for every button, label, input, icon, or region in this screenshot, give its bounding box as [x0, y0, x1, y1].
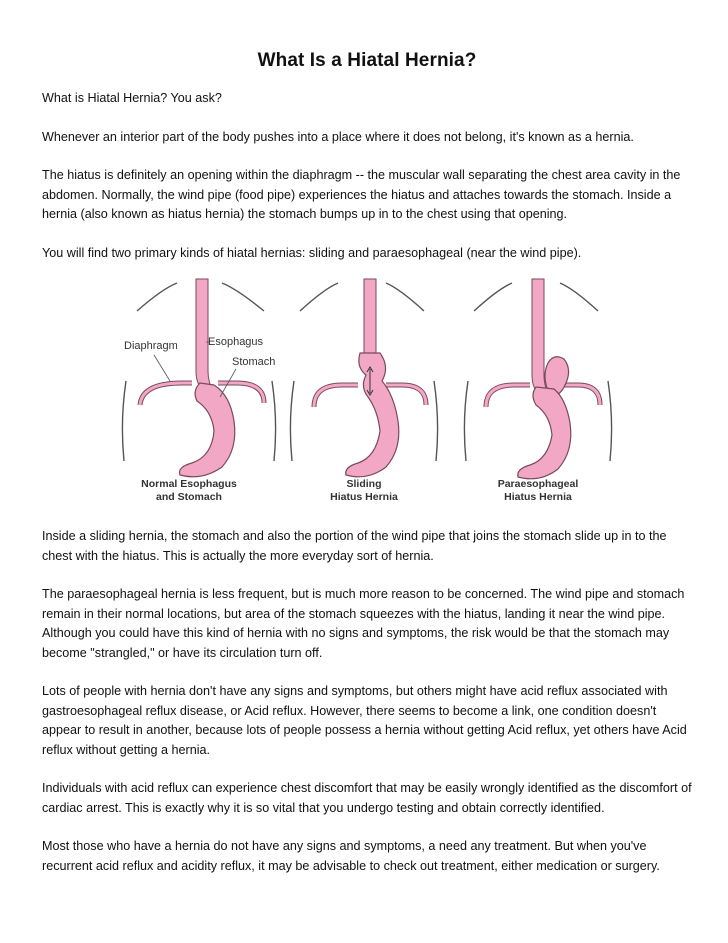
body-side-right — [434, 381, 438, 461]
panel-normal — [122, 279, 275, 503]
caption-normal-line2: and Stomach — [156, 491, 222, 503]
document-page — [42, 0, 692, 876]
body-outline-left — [300, 283, 338, 311]
body-side-right — [272, 381, 276, 461]
page-title: What Is a Hiatal Hernia? — [257, 50, 477, 71]
body-side-left — [290, 381, 294, 461]
diaphragm-left — [314, 385, 358, 407]
caption-sliding-line1: Sliding — [346, 478, 382, 490]
caption-normal-line1: Normal Esophagus — [141, 478, 237, 490]
caption-sliding-line2: Hiatus Hernia — [330, 491, 398, 503]
label-diaphragm-pointer — [154, 355, 170, 381]
paragraph-sliding: Inside a sliding hernia, the stomach and also the portion of the wind pipe that joins the stomach slide up in to the chest with the hiatus. This is actually the more everyday sort of hernia. — [42, 529, 667, 563]
panel-paraesophageal — [464, 279, 611, 503]
paragraph-symptoms: Lots of people with hernia don't have any signs and symptoms, but others might have acid reflux associated with gastroesophageal reflux disease, or Acid reflux. However, there seems to become a link, one condition doesn't appear to result in another, because lots of people possess a hernia without getting Acid reflux, yet others have Acid reflux without getting a hernia. — [42, 684, 687, 757]
stomach-normal — [180, 383, 235, 477]
stomach-paraesophageal — [518, 387, 571, 479]
body-side-left — [464, 381, 468, 461]
body-outline-right — [560, 283, 598, 311]
body-side-left — [122, 381, 126, 461]
paragraph-hiatus: The hiatus is definitely an opening within the diaphragm -- the muscular wall separating the chest area cavity in the abdomen. Normally, the wind pipe (food pipe) experiences the hiatus and attaches towards the stomach. Inside a hernia (also known as hiatus hernia) the stomach bumps up in to the chest using that opening. — [42, 168, 681, 221]
paragraph-definition: Whenever an interior part of the body pushes into a place where it does not belong, it's known as a hernia. — [42, 129, 634, 144]
hernia-illustration — [42, 271, 692, 521]
paragraph-types: You will find two primary kinds of hiatal hernias: sliding and paraesophageal (near the wind pipe). — [42, 245, 582, 260]
label-diaphragm: Diaphragm — [124, 340, 178, 352]
body-side-right — [608, 381, 612, 461]
body-outline-right — [386, 283, 424, 311]
label-stomach: Stomach — [232, 356, 276, 368]
diaphragm-left — [486, 385, 530, 407]
label-esophagus: Esophagus — [208, 336, 264, 348]
body-outline-left — [137, 283, 177, 311]
caption-paraesophageal-line2: Hiatus Hernia — [504, 491, 572, 503]
esophagus-sliding — [364, 279, 376, 353]
hernia-diagram-svg — [42, 271, 692, 521]
paragraph-treatment: Most those who have a hernia do not have any signs and symptoms, a need any treatment. But when you've recurrent acid reflux and acidity reflux, it may be advisable to check out treatment, either medication or surgery. — [42, 839, 660, 873]
paragraph-paraesophageal: The paraesophageal hernia is less frequent, but is much more reason to be concerned. The wind pipe and stomach remain in their normal locations, but area of the stomach squeezes with the hiatus, landing it near the wind pipe. Although you could have this kind of hernia with no signs and symptoms, the risk would be that the stomach may become "strangled," or have its circulation turn off. — [42, 587, 685, 660]
paragraph-chest-discomfort: Individuals with acid reflux can experience chest discomfort that may be easily wrongly identified as the discomfort of cardiac arrest. This is exactly why it is so vital that you undergo testing and obtain correctly identified. — [42, 781, 692, 815]
body-outline-left — [474, 283, 512, 311]
caption-paraesophageal-line1: Paraesophageal — [497, 478, 579, 490]
paragraph-question: What is Hiatal Hernia? You ask? — [42, 91, 222, 105]
diaphragm-left — [140, 383, 192, 405]
panel-sliding — [290, 279, 437, 503]
esophagus-normal — [196, 279, 212, 389]
body-outline-right — [222, 283, 264, 311]
